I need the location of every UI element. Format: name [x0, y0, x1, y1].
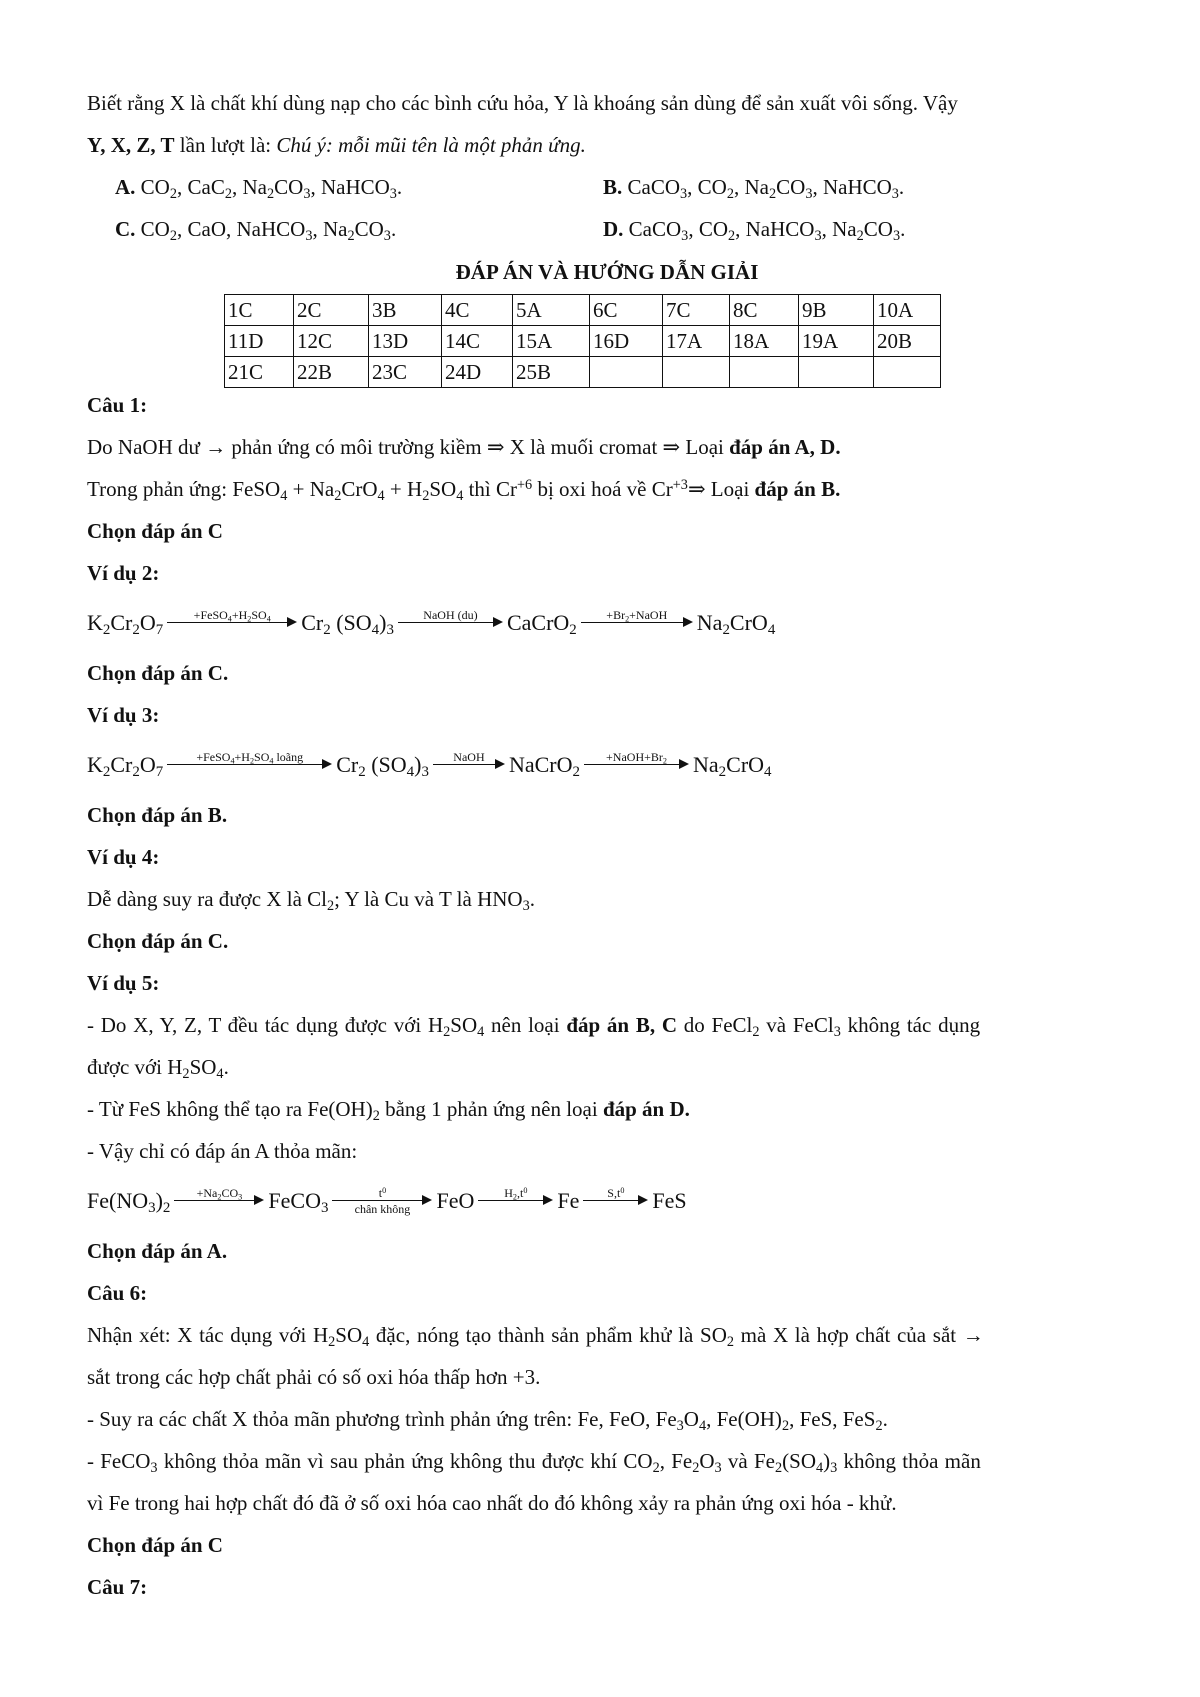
answer-cell [590, 357, 663, 388]
answer-cell: 7C [663, 295, 730, 326]
ex5-line-4: - Vậy chỉ có đáp án A thỏa mãn: [87, 1139, 358, 1163]
option-d: D. CaCO$_3$, $CO_2$, NaHCO$_3$, $Na_2CO_3$. [603, 217, 906, 244]
arrow-icon: $S,t^0$ [583, 1186, 648, 1216]
intro-line-2 [87, 124, 1127, 166]
answer-table-row [225, 357, 941, 388]
intro-line-1: Biết rằng X là chất khí dùng nạp cho các bình cứu hỏa, Y là khoáng sản dùng để sản xuất vôi sống. Vậy [87, 91, 958, 115]
q6-heading: Câu 6: [87, 1281, 148, 1305]
intro-bold: Y, X, Z, T [87, 133, 175, 157]
arrow-icon: $+FeSO_4+H_2SO_4$ [167, 608, 297, 638]
answer-table-row [225, 326, 941, 357]
ex3-equation: $K_2Cr_2O_7$ $+FeSO_4+H_2SO_4$ loãng $Cr_2$ $(SO_4)_3$ NaOH NaCrO$_2$ $+NaOH+Br_2$ $Na_2CrO_4$ [87, 750, 772, 781]
answer-cell: 21C [225, 357, 294, 388]
q1-heading: Câu 1: [87, 393, 148, 417]
ex2-answer: Chọn đáp án C. [87, 661, 229, 685]
document-page [87, 82, 1127, 1608]
answer-cell: 4C [442, 295, 513, 326]
arrow-icon: NaOH [433, 750, 505, 780]
q1-line-2: Trong phản ứng: FeSO$_4$ + $Na_2CrO_4 + H_2SO_4$ thì $Cr^{+6}$ bị oxi hoá về $Cr^{+3}\Rightarrow$ Loại đáp án B. [87, 476, 841, 504]
ex5-heading: Ví dụ 5: [87, 971, 160, 995]
answer-cell: 17A [663, 326, 730, 357]
ex5-answer: Chọn đáp án A. [87, 1239, 228, 1263]
answer-cell: 2C [294, 295, 369, 326]
ex2-heading: Ví dụ 2: [87, 561, 160, 585]
answer-cell: 22B [294, 357, 369, 388]
answer-cell: 15A [513, 326, 590, 357]
answer-cell: 5A [513, 295, 590, 326]
answer-cell: 6C [590, 295, 663, 326]
answer-cell [874, 357, 941, 388]
q6-line-2: sắt trong các hợp chất phải có số oxi hóa thấp hơn +3. [87, 1365, 541, 1389]
options-row-2 [87, 208, 1127, 250]
answer-cell: 25B [513, 357, 590, 388]
q6-line-1: Nhận xét: X tác dụng với $H_2SO_4$ đặc, nóng tạo thành sản phẩm khử là $SO_2$ mà X là hợp chất của sắt → [87, 1323, 984, 1350]
answer-cell: 12C [294, 326, 369, 357]
ex4-answer: Chọn đáp án C. [87, 929, 229, 953]
ex5-line-2: được với $H_2SO_4$. [87, 1055, 229, 1082]
ex2-equation: $K_2Cr_2O_7$ $+FeSO_4+H_2SO_4$ $Cr_2$ $(SO_4)_3$ NaOH (du) CaCrO$_2$ $+Br_2+NaOH$ $Na_2CrO_4$ [87, 608, 776, 639]
arrow-icon: NaOH (du) [398, 608, 503, 638]
ex5-line-3: - Từ FeS không thể tạo ra $Fe(OH)_2$ bằng 1 phản ứng nên loại đáp án D. [87, 1097, 690, 1124]
answer-cell: 23C [369, 357, 442, 388]
ex5-line-1: - Do X, Y, Z, T đều tác dụng được với $H_2SO_4$ nên loại đáp án B, C do FeCl$_2$ và FeCl$_3$ không tác dụng [87, 1013, 981, 1040]
q6-answer: Chọn đáp án C [87, 1533, 223, 1557]
answer-cell: 1C [225, 295, 294, 326]
arrow-icon: $+Na_2CO_3$ [174, 1186, 264, 1216]
arrow-icon: $H_2,t^0$ [478, 1186, 553, 1216]
answer-cell: 11D [225, 326, 294, 357]
arrow-icon: $+FeSO_4+H_2SO_4$ loãng [167, 750, 332, 780]
answer-cell: 20B [874, 326, 941, 357]
intro-text: lần lượt là: [174, 133, 277, 157]
answer-title: ĐÁP ÁN VÀ HƯỚNG DẪN GIẢI [455, 260, 759, 284]
q6-line-3: - Suy ra các chất X thỏa mãn phương trình phản ứng trên: Fe, FeO, $Fe_3O_4$, $Fe(OH)_2$, FeS, FeS$_2$. [87, 1407, 888, 1434]
q1-answer: Chọn đáp án C [87, 519, 223, 543]
arrow-icon: $+NaOH+Br_2$ [584, 750, 689, 780]
q6-line-4: - FeCO$_3$ không thỏa mãn vì sau phản ứng không thu được khí $CO_2$, $Fe_2O_3$ và $Fe_2(SO_4)_3$ không thỏa mãn [87, 1449, 981, 1476]
intro-note: Chú ý: mỗi mũi tên là một phản ứng. [276, 133, 586, 157]
answer-cell: 24D [442, 357, 513, 388]
q1-line-1: Do NaOH dư → phản ứng có môi trường kiềm ⇒ X là muối cromat ⇒ Loại đáp án A, D. [87, 435, 841, 459]
answer-cell [730, 357, 799, 388]
ex4-heading: Ví dụ 4: [87, 845, 160, 869]
answer-cell: 10A [874, 295, 941, 326]
q6-line-5: vì Fe trong hai hợp chất đó đã ở số oxi hóa cao nhất do đó không xảy ra phản ứng oxi hóa - khử. [87, 1491, 897, 1515]
q7-heading: Câu 7: [87, 1575, 148, 1599]
answer-cell: 19A [799, 326, 874, 357]
answer-cell: 14C [442, 326, 513, 357]
answer-cell: 8C [730, 295, 799, 326]
ex5-equation: $Fe(NO_3)_2$ $+Na_2CO_3$ FeCO$_3$ $t^0$ chân không FeO $H_2,t^0$ Fe $S,t^0$ FeS [87, 1185, 687, 1217]
option-c: C. $CO_2$, CaO, NaHCO$_3$, $Na_2CO_3$. [115, 217, 397, 244]
option-b: B. CaCO$_3$, $CO_2$, $Na_2CO_3$, NaHCO$_3$. [603, 175, 905, 202]
answer-cell: 3B [369, 295, 442, 326]
ex3-answer: Chọn đáp án B. [87, 803, 228, 827]
answer-cell: 9B [799, 295, 874, 326]
arrow-icon: $+Br_2+NaOH$ [581, 608, 693, 638]
options-row-1 [87, 166, 1127, 208]
answer-cell: 18A [730, 326, 799, 357]
ex4-text: Dễ dàng suy ra được X là $Cl_2$; Y là Cu và T là $HNO_3$. [87, 887, 535, 914]
answer-table-row [225, 295, 941, 326]
answer-table [224, 294, 941, 388]
answer-cell [663, 357, 730, 388]
option-a: A. $CO_2$, CaC$_2$, $Na_2CO_3$, NaHCO$_3$. [115, 175, 403, 202]
ex3-heading: Ví dụ 3: [87, 703, 160, 727]
answer-cell: 16D [590, 326, 663, 357]
arrow-icon: $t^0$ chân không [332, 1186, 432, 1216]
answer-cell [799, 357, 874, 388]
answer-cell: 13D [369, 326, 442, 357]
